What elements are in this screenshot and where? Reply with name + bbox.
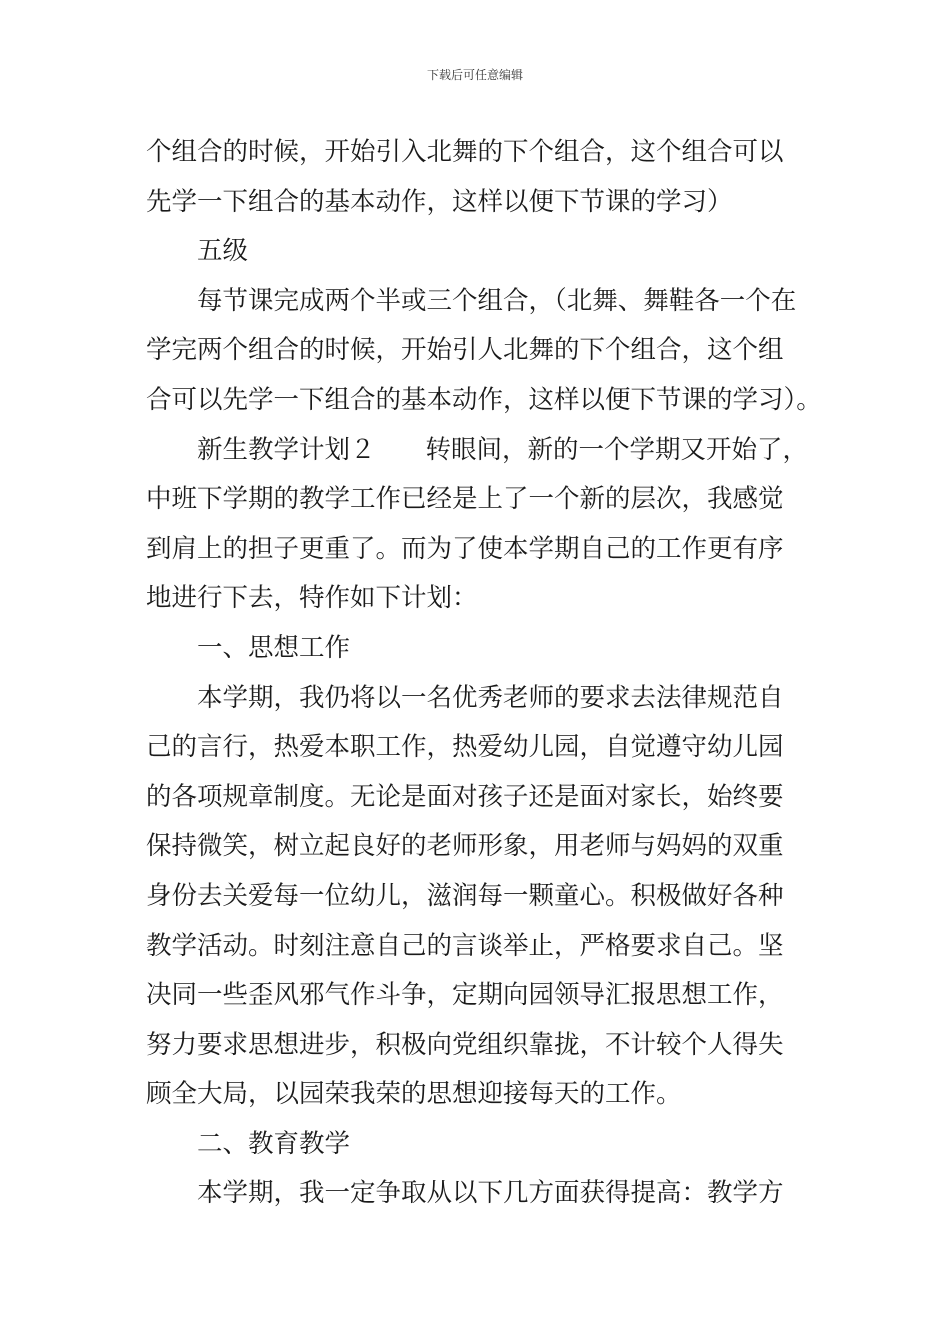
text-line: 努力要求思想进步，积极向党组织靠拢，不计较个人得失 xyxy=(146,1029,784,1060)
text-line: 本学期，我仍将以一名优秀老师的要求去法律规范自 xyxy=(197,682,784,713)
text-line: 个组合的时候，开始引入北舞的下个组合，这个组合可以 xyxy=(146,137,784,167)
text-line: 身份去关爱每一位幼儿，滋润每一颗童心。积极做好各种 xyxy=(146,880,784,911)
text-line: 合可以先学一下组合的基本动作，这样以便下节课的学习）。 xyxy=(146,384,822,415)
text-line: 教学活动。时刻注意自己的言谈举止，严格要求自己。坚 xyxy=(146,930,784,961)
section-heading: 二、教育教学 xyxy=(197,1128,351,1159)
text-line: 先学一下组合的基本动作，这样以便下节课的学习） xyxy=(146,186,733,217)
plan-title: 新生教学计划２ xyxy=(197,434,376,465)
section-heading: 五级 xyxy=(197,236,249,267)
text-line: 己的言行，热爱本职工作，热爱幼儿园，自觉遵守幼儿园 xyxy=(146,732,784,763)
page-header: 下载后可任意编辑 xyxy=(426,68,523,82)
text-line: 决同一些歪风邪气作斗争，定期向园领导汇报思想工作， xyxy=(146,980,784,1011)
text-line: 到肩上的担子更重了。而为了使本学期自己的工作更有序 xyxy=(146,533,784,564)
text-line: 地进行下去，特作如下计划： xyxy=(146,583,478,614)
text-line: 学完两个组合的时候，开始引人北舞的下个组合，这个组 xyxy=(146,335,784,366)
text-line xyxy=(146,426,810,476)
text-line: 本学期，我一定争取从以下几方面获得提高：教学方 xyxy=(197,1178,784,1209)
text-line: 的各项规章制度。无论是面对孩子还是面对家长，始终要 xyxy=(146,781,784,812)
text-line: 保持微笑，树立起良好的老师形象，用老师与妈妈的双重 xyxy=(146,831,784,862)
text-line: 中班下学期的教学工作已经是上了一个新的层次，我感觉 xyxy=(146,484,784,515)
section-heading: 一、思想工作 xyxy=(197,632,351,663)
document-body xyxy=(146,128,822,1219)
text-line: 每节课完成两个半或三个组合，（北舞、舞鞋各一个在 xyxy=(197,285,797,316)
plan-intro: 转眼间，新的一个学期又开始了， xyxy=(425,434,809,465)
text-line: 顾全大局，以园荣我荣的思想迎接每天的工作。 xyxy=(146,1079,682,1110)
